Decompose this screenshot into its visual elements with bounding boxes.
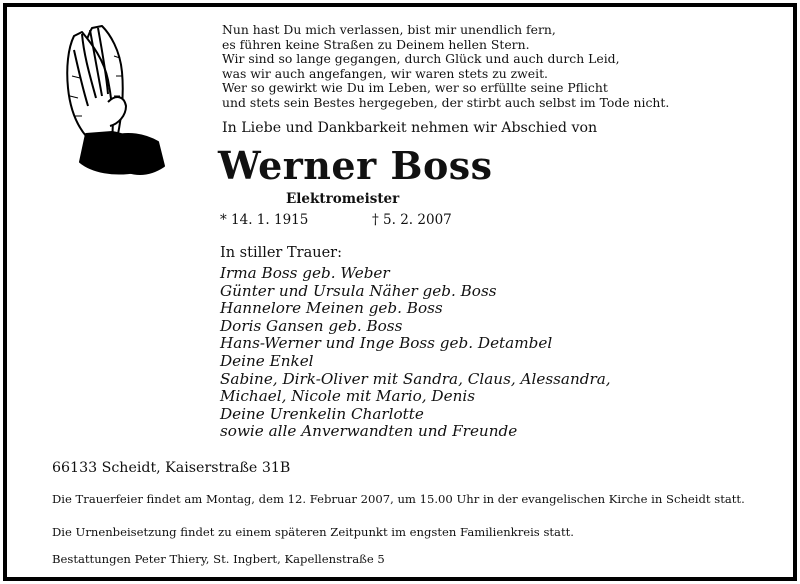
mourner: Deine Enkel (220, 351, 314, 370)
death-date: † 5. 2. 2007 (372, 212, 452, 228)
praying-hands-icon (52, 16, 172, 186)
poem (222, 23, 782, 111)
mourner: Hans-Werner und Inge Boss geb. Detambel (220, 334, 553, 353)
deceased-name: Werner Boss (218, 143, 493, 188)
mourner: Sabine, Dirk-Oliver mit Sandra, Claus, Alessandra, (220, 369, 611, 388)
mourner: Deine Urenkelin Charlotte (220, 404, 424, 423)
poem-line: was wir auch angefangen, wir waren stets zu zweit. (222, 65, 548, 81)
mourner: Günter und Ursula Näher geb. Boss (220, 281, 497, 300)
mourner: sowie alle Anverwandten und Freunde (220, 422, 518, 441)
mourner: Doris Gansen geb. Boss (220, 316, 403, 335)
birth-date: * 14. 1. 1915 (220, 212, 309, 228)
poem-line: und stets sein Bestes hergegeben, der stirbt auch selbst im Tode nicht. (222, 94, 670, 110)
undertaker-info: Bestattungen Peter Thiery, St. Ingbert, Kapellenstraße 5 (52, 552, 385, 566)
mourner: Michael, Nicole mit Mario, Denis (220, 387, 476, 406)
poem-line: Wer so gewirkt wie Du im Leben, wer so erfüllte seine Pflicht (222, 80, 608, 96)
poem-line: es führen keine Straßen zu Deinem hellen Stern. (222, 36, 530, 52)
mourner: Hannelore Meinen geb. Boss (220, 299, 443, 318)
poem-line: Nun hast Du mich verlassen, bist mir unendlich fern, (222, 22, 556, 37)
deceased-occupation: Elektromeister (286, 191, 400, 207)
farewell-intro: In Liebe und Dankbarkeit nehmen wir Abschied von (222, 120, 598, 136)
mourning-heading: In stiller Trauer: (220, 245, 342, 261)
mourner: Irma Boss geb. Weber (220, 264, 390, 282)
family-address: 66133 Scheidt, Kaiserstraße 31B (52, 460, 291, 476)
mourners-list (220, 265, 611, 441)
funeral-notice: Die Trauerfeier findet am Montag, dem 12. Februar 2007, um 15.00 Uhr in der evangelischen Kirche in Scheidt statt. (52, 492, 745, 506)
poem-line: Wir sind so lange gegangen, durch Glück und auch durch Leid, (222, 51, 620, 67)
urn-notice: Die Urnenbeisetzung findet zu einem späteren Zeitpunkt im engsten Familienkreis statt. (52, 525, 574, 539)
